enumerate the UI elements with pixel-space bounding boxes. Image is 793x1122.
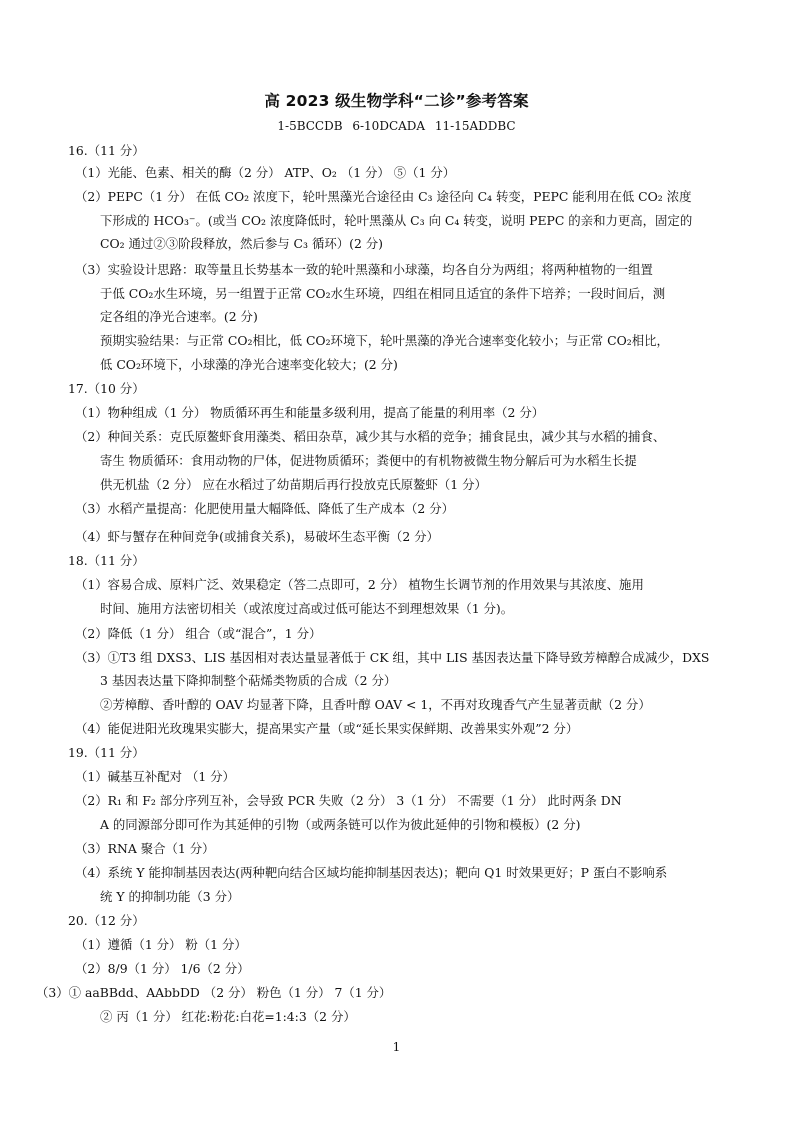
q18-heading: 18.（11 分） bbox=[68, 553, 145, 568]
q19-part3: （3）RNA 聚合（1 分） bbox=[75, 841, 215, 856]
q17-part2: （2）种间关系：克氏原鳌虾食用藻类、稻田杂草，减少其与水稻的竞争；捕食昆虫，减少其与水稻的捕食、 bbox=[75, 429, 666, 444]
q20-part3: （3）① aaBBdd、AAbbDD （2 分） 粉色（1 分） 7（1 分） bbox=[36, 985, 392, 1000]
document-title: 高 2023 级生物学科“二诊”参考答案 bbox=[264, 92, 529, 110]
q16-part2-cont1: 下形成的 HCO₃⁻。(或当 CO₂ 浓度降低时，轮叶黑藻从 C₃ 向 C₄ 转变，说明 PEPC 的亲和力更高，固定的 bbox=[100, 213, 693, 228]
q16-part3: （3）实验设计思路：取等量且长势基本一致的轮叶黑藻和小球藻，均各自分为两组；将两种植物的一组置 bbox=[75, 262, 653, 277]
q18-part1: （1）容易合成、原料广泛、效果稳定（答二点即可，2 分） 植物生长调节剂的作用效果与其浓度、施用 bbox=[75, 577, 644, 592]
q18-part4: （4）能促进阳光玫瑰果实膨大，提高果实产量（或“延长果实保鲜期、改善果实外观”2 分） bbox=[75, 721, 579, 736]
q16-part1: （1）光能、色素、相关的酶（2 分） ATP、O₂ （1 分） ⑤（1 分） bbox=[75, 165, 456, 180]
q16-heading: 16.（11 分） bbox=[68, 143, 145, 158]
q17-part2-cont1: 寄生 物质循环：食用动物的尸体，促进物质循环；粪便中的有机物被微生物分解后可为水稻生长提 bbox=[100, 453, 637, 468]
q19-part4: （4）系统 Y 能抑制基因表达(两种靶向结合区域均能抑制基因表达)；靶向 Q1 时效果更好；P 蛋白不影响系 bbox=[75, 865, 668, 880]
q18-part2: （2）降低（1 分） 组合（或“混合”，1 分） bbox=[75, 626, 322, 641]
q18-part1-cont: 时间、施用方法密切相关（或浓度过高或过低可能达不到理想效果（1 分)。 bbox=[100, 601, 514, 616]
q18-part3-cont: 3 基因表达量下降抑制整个萜烯类物质的合成（2 分） bbox=[100, 673, 397, 688]
q17-heading: 17.（10 分） bbox=[68, 381, 145, 396]
q19-part2-cont: A 的同源部分即可作为其延伸的引物（或两条链可以作为彼此延伸的引物和模板）(2 分) bbox=[100, 817, 581, 832]
q16-part3-result: 预期实验结果：与正常 CO₂相比，低 CO₂环境下，轮叶黑藻的净光合速率变化较小；与正常 CO₂相比， bbox=[100, 333, 669, 348]
q16-part2-cont2: CO₂ 通过②③阶段释放，然后参与 C₃ 循环）(2 分) bbox=[100, 236, 383, 251]
choice-answers-row: 1-5BCCDB 6-10DCADA 11-15ADDBC bbox=[277, 119, 516, 133]
q19-part1: （1）碱基互补配对 （1 分） bbox=[75, 769, 235, 784]
q16-part3-result-cont: 低 CO₂环境下，小球藻的净光合速率变化较大；(2 分) bbox=[100, 357, 398, 372]
q18-part3-item2: ②芳樟醇、香叶醇的 OAV 均显著下降，且香叶醇 OAV < 1，不再对玫瑰香气产生显著贡献（2 分） bbox=[100, 697, 651, 712]
q20-heading: 20.（12 分） bbox=[68, 913, 145, 928]
page-number: 1 bbox=[392, 1040, 401, 1054]
q16-part3-cont1: 于低 CO₂水生环境，另一组置于正常 CO₂水生环境，四组在相同且适宜的条件下培养；一段时间后，测 bbox=[100, 286, 666, 301]
q16-part2: （2）PEPC（1 分） 在低 CO₂ 浓度下，轮叶黑藻光合途径由 C₃ 途径向 C₄ 转变，PEPC 能利用在低 CO₂ 浓度 bbox=[75, 189, 692, 204]
q20-part3-item2: ② 丙（1 分） 红花:粉花:白花=1:4:3（2 分） bbox=[100, 1009, 356, 1024]
q19-heading: 19.（11 分） bbox=[68, 745, 145, 760]
q19-part2: （2）R₁ 和 F₂ 部分序列互补，会导致 PCR 失败（2 分） 3（1 分） 不需要（1 分） 此时两条 DN bbox=[75, 793, 622, 808]
q20-part2: （2）8/9（1 分） 1/6（2 分） bbox=[75, 961, 250, 976]
q17-part2-cont2: 供无机盐（2 分） 应在水稻过了幼苗期后再行投放克氏原鳌虾（1 分） bbox=[100, 477, 487, 492]
q19-part4-cont: 统 Y 的抑制功能（3 分） bbox=[100, 889, 240, 904]
q17-part4: （4）虾与蟹存在种间竞争(或捕食关系)，易破坏生态平衡（2 分） bbox=[75, 529, 439, 544]
q17-part1: （1）物种组成（1 分） 物质循环再生和能量多级利用，提高了能量的利用率（2 分） bbox=[75, 405, 545, 420]
q17-part3: （3）水稻产量提高：化肥使用量大幅降低、降低了生产成本（2 分） bbox=[75, 501, 455, 516]
q20-part1: （1）遵循（1 分） 粉（1 分） bbox=[75, 937, 247, 952]
q16-part3-cont2: 定各组的净光合速率。(2 分) bbox=[100, 309, 258, 324]
q18-part3: （3）①T3 组 DXS3、LIS 基因相对表达量显著低于 CK 组，其中 LIS 基因表达量下降导致芳樟醇合成减少，DXS bbox=[75, 650, 710, 665]
